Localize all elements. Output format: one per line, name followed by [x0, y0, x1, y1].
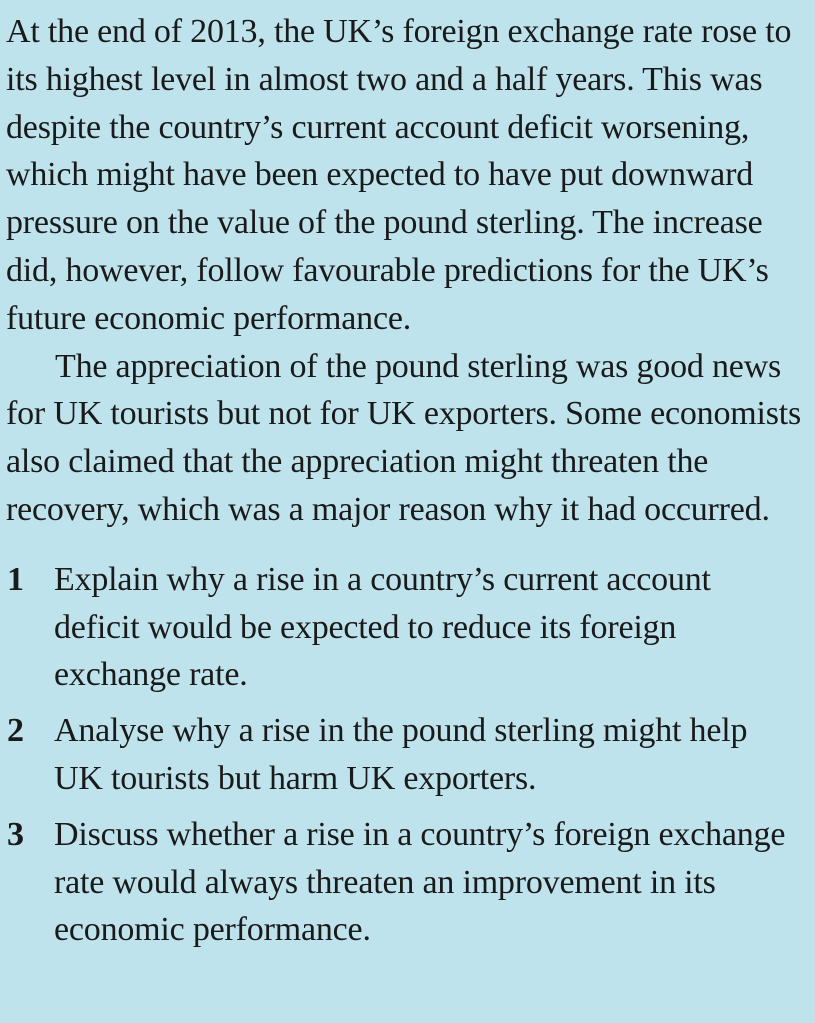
paragraph-intro: At the end of 2013, the UK’s foreign exchange rate rose to its highest level in almost two and a half years. This was despite the country’s current account deficit worsening, which might have been expected to have put downward pressure on the value of the pound sterling. The increase did, however, follow favourable predictions for the UK’s future economic performance. [6, 13, 792, 337]
question-text: Discuss whether a rise in a country’s foreign exchange rate would always threaten an improvement in its economic performance. [54, 815, 786, 949]
question-text: Explain why a rise in a country’s current account deficit would be expected to reduce its foreign exchange rate. [54, 560, 711, 694]
question-item [6, 556, 803, 699]
question-number: 2 [7, 712, 24, 750]
question-list [6, 556, 803, 954]
question-number: 1 [7, 560, 24, 598]
question-item [6, 811, 803, 954]
question-text: Analyse why a rise in the pound sterling might help UK tourists but harm UK exporters. [54, 712, 748, 797]
paragraph-appreciation: The appreciation of the pound sterling was good news for UK tourists but not for UK exporters. Some economists also claimed that the appreciation might threaten the recovery, which was a major reason why it had occurred. [6, 347, 802, 528]
question-item [6, 707, 803, 803]
question-number: 3 [7, 815, 24, 853]
